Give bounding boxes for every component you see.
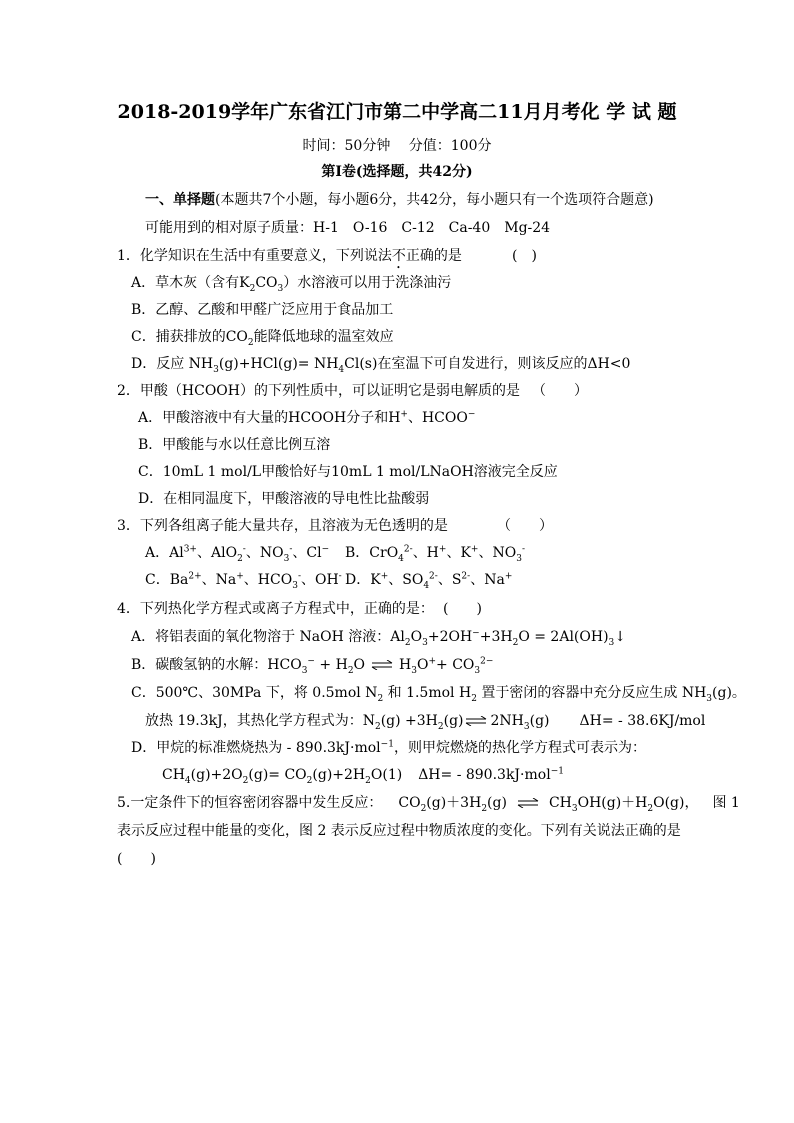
atomic-masses: 可能用到的相对原子质量：H-1 O-16 C-12 Ca-40 Mg-24: [145, 220, 551, 236]
part-heading: 一、单择题: [145, 192, 215, 208]
time-score-line: 时间：50分钟 分值：100分: [302, 138, 492, 154]
part-heading-line: [145, 192, 654, 208]
q1-option-a: A．草木灰（含有$K_2CO_3$）水溶液可以用于洗涤油污: [131, 275, 452, 294]
q3-option-b: B．CrO$_4^{2-}$、H+、K+、$NO_3^-$: [345, 544, 525, 564]
q1-answer-bracket: ( ): [512, 248, 537, 264]
q2-option-d: D．在相同温度下，甲酸溶液的导电性比盐酸弱: [138, 491, 430, 507]
q1-option-b: B．乙醇、乙酸和甲醛广泛应用于食品加工: [131, 302, 394, 318]
q4-option-a: A．将铝表面的氧化物溶于 NaOH 溶液：$Al_2O_3+2OH^-+3H_2O$ = $2Al(OH)_3↓$: [131, 628, 626, 648]
q5-stem-line1: 5.一定条件下的恒容密闭容器中发生反应： $CO_2(g)+3H_2(g)$ $CH_3OH(g)+H_2O(g)$， 图 1: [117, 795, 740, 814]
q3-answer-bracket: （ ）: [497, 518, 553, 534]
q3-stem: 3．下列各组离子能大量共存，且溶液为无色透明的是: [117, 518, 448, 534]
equilibrium-arrow-icon: [517, 798, 539, 808]
q2-answer-bracket: （ ）: [532, 383, 588, 399]
q4-option-d-equation: $CH_4(g)+2O_2(g)= CO_2(g)+2H_2O(1)$ ΔH= - 890.3kJ·mol$^{-1}$: [162, 766, 564, 786]
q4-answer-bracket: ( ): [443, 601, 482, 617]
q2-option-b: B．甲酸能与水以任意比例互溶: [138, 437, 331, 453]
q4-option-b: B．碳酸氢钠的水解：$HCO_3^- + H_2O$ $H_3O^++ CO_3^{2-}$: [131, 656, 494, 676]
q2-option-c: C．10mL 1 mol/L甲酸恰好与10mL 1 mol/LNaOH溶液完全反应: [138, 464, 558, 480]
q4-option-c: C．500℃、30MPa 下，将 0.5mol $N_2$ 和 1.5mol $H_2$ 置于密闭的容器中充分反应生成 $NH_3(g)$。: [131, 685, 746, 704]
q4-option-d: D．甲烷的标准燃烧热为 - 890.3kJ·mol$^{-1}$，则甲烷燃烧的热化学方程式可表示为：: [131, 739, 646, 756]
exam-title: 2018-2019学年广东省江门市第二中学高二11月月考化 学 试 题: [117, 101, 677, 123]
q2-option-a: A．甲酸溶液中有大量的HCOOH分子和H+、HCOO−: [138, 409, 476, 426]
q1-stem: 1．化学知识在生活中有重要意义，下列说法不正确的是: [117, 248, 462, 264]
equilibrium-arrow-icon: [465, 716, 487, 726]
section-title: 第Ⅰ卷(选择题，共42分): [321, 164, 473, 180]
q1-option-d: D．反应 $NH_3(g)+HCl(g)= NH_4Cl(s)$在室温下可自发进行，则该反应的ΔH<0: [131, 356, 631, 375]
part-note: (本题共7个小题，每小题6分，共42分，每小题只有一个选项符合题意): [215, 192, 654, 208]
q3-option-a: A．$Al^{3+}$、AlO$_2$-、$NO_3^-$、Cl−: [145, 544, 330, 564]
q4-stem: 4．下列热化学方程式或离子方程式中，正确的是：: [117, 601, 434, 617]
emphasis-text: 不: [391, 248, 406, 264]
q5-answer-bracket: ( ): [117, 851, 156, 867]
equilibrium-arrow-icon: [371, 660, 393, 670]
q3-option-c: C．$Ba^{2+}$、Na+、$HCO_3^-$、OH-: [145, 571, 342, 591]
q4-option-c-equation: 放热 19.3kJ，其热化学方程式为：$N_2(g) +3H_2(g)$ $2NH_3(g)$ ΔH= - 38.6KJ/mol: [145, 713, 706, 732]
q2-stem: 2．甲酸（HCOOH）的下列性质中，可以证明它是弱电解质的是: [117, 383, 520, 399]
q3-option-d: D．K+、$SO_4^{2-}$、$S^{2-}$、Na+: [345, 571, 513, 591]
q5-stem-line2: 表示反应过程中能量的变化，图 2 表示反应过程中物质浓度的变化。下列有关说法正确的是: [117, 823, 681, 839]
q1-option-c: C．捕获排放的$CO_2$能降低地球的温室效应: [131, 329, 394, 348]
